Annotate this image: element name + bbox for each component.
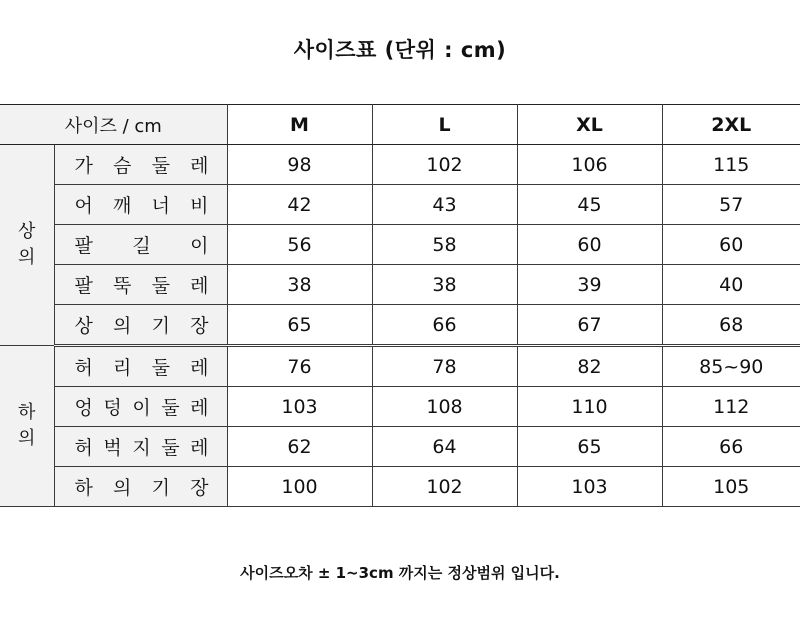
measurement-label xyxy=(55,353,227,380)
measurement-label-char: 너 xyxy=(151,195,170,217)
measurement-label-cell xyxy=(54,265,227,305)
measurement-label-char: 장 xyxy=(190,477,209,499)
measurement-label-char: 기 xyxy=(151,477,170,499)
measurement-label-cell xyxy=(54,305,227,346)
size-value-cell: 60 xyxy=(662,225,800,265)
size-value-cell: 78 xyxy=(372,346,517,387)
size-value-cell: 110 xyxy=(517,387,662,427)
header-size-2xl: 2XL xyxy=(662,105,800,145)
size-value-cell: 85~90 xyxy=(662,346,800,387)
measurement-label-char: 지 xyxy=(132,437,151,459)
size-value-cell: 39 xyxy=(517,265,662,305)
size-value-cell: 100 xyxy=(227,467,372,507)
measurement-label-char: 뚝 xyxy=(113,275,132,297)
measurement-label-char: 하 xyxy=(74,477,93,499)
page-title: 사이즈표 (단위 : cm) xyxy=(293,38,507,62)
measurement-label-cell xyxy=(54,346,227,387)
measurement-label-char: 레 xyxy=(190,275,209,297)
size-value-cell: 98 xyxy=(227,145,372,185)
measurement-label-char: 둘 xyxy=(161,437,180,459)
measurement-label-char: 레 xyxy=(190,155,209,177)
table-row xyxy=(0,265,800,305)
size-value-cell: 106 xyxy=(517,145,662,185)
measurement-label xyxy=(55,433,227,460)
table-row xyxy=(0,145,800,185)
size-value-cell: 45 xyxy=(517,185,662,225)
size-value-cell: 64 xyxy=(372,427,517,467)
size-value-cell: 57 xyxy=(662,185,800,225)
measurement-label xyxy=(55,191,227,218)
measurement-label-char: 기 xyxy=(151,315,170,337)
size-value-cell: 68 xyxy=(662,305,800,346)
measurement-label-char: 깨 xyxy=(113,195,132,217)
size-value-cell: 66 xyxy=(662,427,800,467)
size-value-cell: 38 xyxy=(227,265,372,305)
measurement-label-cell xyxy=(54,387,227,427)
size-value-cell: 60 xyxy=(517,225,662,265)
measurement-label-char: 이 xyxy=(132,397,151,419)
measurement-label-char: 둘 xyxy=(151,357,170,379)
table-row xyxy=(0,305,800,346)
measurement-label-char: 장 xyxy=(190,315,209,337)
table-row xyxy=(0,467,800,507)
measurement-label-char: 이 xyxy=(190,235,209,257)
size-value-cell: 40 xyxy=(662,265,800,305)
size-value-cell: 65 xyxy=(227,305,372,346)
measurement-label-cell xyxy=(54,467,227,507)
measurement-label xyxy=(55,393,227,420)
table-row xyxy=(0,427,800,467)
measurement-label-char: 슴 xyxy=(113,155,132,177)
table-row xyxy=(0,185,800,225)
measurement-label-char: 레 xyxy=(190,357,209,379)
measurement-label-char: 의 xyxy=(113,315,132,337)
size-value-cell: 82 xyxy=(517,346,662,387)
measurement-label-char: 팔 xyxy=(74,275,93,297)
measurement-label xyxy=(55,231,227,258)
measurement-label-char: 둘 xyxy=(161,397,180,419)
table-body xyxy=(0,145,800,507)
size-tolerance-note: 사이즈오차 ± 1~3cm 까지는 정상범위 입니다. xyxy=(240,564,560,582)
size-value-cell: 67 xyxy=(517,305,662,346)
size-value-cell: 65 xyxy=(517,427,662,467)
size-value-cell: 103 xyxy=(227,387,372,427)
measurement-label-char: 레 xyxy=(190,437,209,459)
size-value-cell: 115 xyxy=(662,145,800,185)
size-value-cell: 102 xyxy=(372,145,517,185)
measurement-label-char: 허 xyxy=(74,357,93,379)
measurement-label-char: 허 xyxy=(74,437,93,459)
size-value-cell: 103 xyxy=(517,467,662,507)
group-label-bottom: 의 xyxy=(18,428,36,449)
measurement-label-char: 어 xyxy=(74,195,93,217)
size-value-cell: 43 xyxy=(372,185,517,225)
measurement-label-char: 팔 xyxy=(74,235,93,257)
size-value-cell: 56 xyxy=(227,225,372,265)
size-value-cell: 76 xyxy=(227,346,372,387)
size-value-cell: 102 xyxy=(372,467,517,507)
size-value-cell: 62 xyxy=(227,427,372,467)
measurement-label-char: 길 xyxy=(132,235,151,257)
group-label-cell xyxy=(0,346,54,507)
measurement-label-cell xyxy=(54,225,227,265)
size-table xyxy=(0,104,800,507)
measurement-label xyxy=(55,151,227,178)
size-value-cell: 66 xyxy=(372,305,517,346)
size-value-cell: 112 xyxy=(662,387,800,427)
table-row xyxy=(0,387,800,427)
table-header-row xyxy=(0,105,800,145)
size-value-cell: 38 xyxy=(372,265,517,305)
header-size-l: L xyxy=(372,105,517,145)
size-value-cell: 58 xyxy=(372,225,517,265)
measurement-label-cell xyxy=(54,145,227,185)
size-value-cell: 108 xyxy=(372,387,517,427)
measurement-label xyxy=(55,271,227,298)
header-size-m: M xyxy=(227,105,372,145)
table-row xyxy=(0,346,800,387)
measurement-label-char: 덩 xyxy=(103,397,122,419)
group-label-top: 상 xyxy=(18,221,36,242)
measurement-label xyxy=(55,473,227,500)
measurement-label-char: 레 xyxy=(190,397,209,419)
measurement-label-char: 의 xyxy=(113,477,132,499)
size-value-cell: 42 xyxy=(227,185,372,225)
measurement-label-char: 상 xyxy=(74,315,93,337)
measurement-label-char: 벅 xyxy=(103,437,122,459)
size-value-cell: 105 xyxy=(662,467,800,507)
group-label-cell xyxy=(0,145,54,346)
group-label-top: 하 xyxy=(18,402,36,423)
measurement-label-cell xyxy=(54,185,227,225)
header-size-xl: XL xyxy=(517,105,662,145)
measurement-label-cell xyxy=(54,427,227,467)
measurement-label xyxy=(55,311,227,338)
group-label-bottom: 의 xyxy=(18,247,36,268)
measurement-label-char: 리 xyxy=(113,357,132,379)
measurement-label-char: 가 xyxy=(74,155,93,177)
measurement-label-char: 둘 xyxy=(151,275,170,297)
header-size-unit-label: 사이즈 / cm xyxy=(0,105,227,145)
measurement-label-char: 비 xyxy=(190,195,209,217)
table-row xyxy=(0,225,800,265)
measurement-label-char: 둘 xyxy=(151,155,170,177)
measurement-label-char: 엉 xyxy=(74,397,93,419)
